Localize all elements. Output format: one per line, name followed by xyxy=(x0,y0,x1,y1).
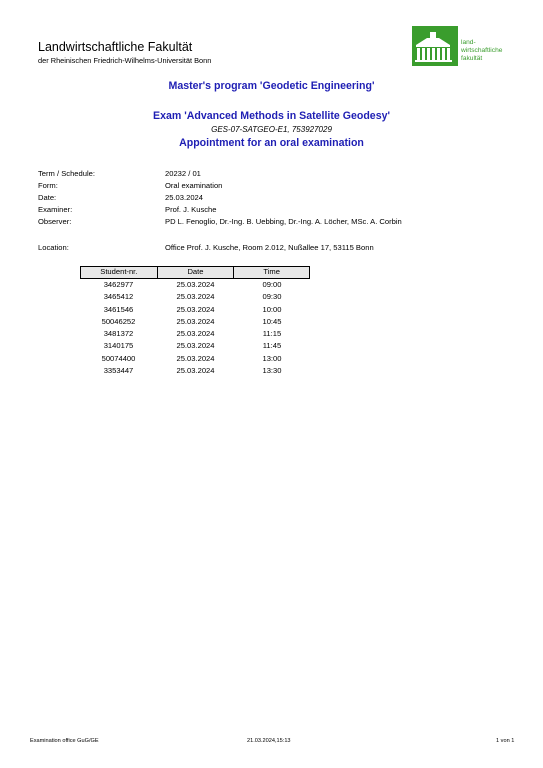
time-cell: 09:30 xyxy=(262,292,282,302)
column-header-time: Time xyxy=(233,267,309,278)
date-cell: 25.03.2024 xyxy=(176,366,215,376)
logo-line: wirtschaftliche xyxy=(461,47,503,55)
faculty-header xyxy=(38,39,211,66)
student-number-cell: 50046252 xyxy=(101,316,136,326)
info-value: PD L. Fenoglio, Dr.-Ing. B. Uebbing, Dr.-Ing. A. Löcher, MSc. A. Corbin xyxy=(165,217,402,226)
faculty-subtitle: der Rheinischen Friedrich-Wilhelms-Universität Bonn xyxy=(38,56,212,65)
student-number-cell: 3140175 xyxy=(103,341,134,351)
time-cell: 10:00 xyxy=(262,304,282,314)
info-label: Date: xyxy=(38,193,57,202)
date-cell: 25.03.2024 xyxy=(176,341,215,351)
table-row xyxy=(80,353,310,365)
table-header xyxy=(80,266,310,279)
table-row xyxy=(80,365,310,377)
date-cell: 25.03.2024 xyxy=(176,304,215,314)
time-cell: 11:45 xyxy=(262,341,282,351)
student-number-cell: 3465412 xyxy=(103,292,134,302)
date-cell: 25.03.2024 xyxy=(176,353,215,363)
exam-code: GES-07-SATGEO-E1, 753927029 xyxy=(211,125,332,134)
student-number-cell: 50074400 xyxy=(101,353,136,363)
table-row xyxy=(80,316,310,328)
date-cell: 25.03.2024 xyxy=(176,292,215,302)
time-cell: 11:15 xyxy=(262,329,282,339)
info-value: Oral examination xyxy=(165,181,223,190)
program-title: Master's program 'Geodetic Engineering' xyxy=(168,80,375,92)
student-number-cell: 3353447 xyxy=(103,366,134,376)
logo-line: land- xyxy=(461,39,476,46)
date-cell: 25.03.2024 xyxy=(176,329,215,339)
exam-title: Exam 'Advanced Methods in Satellite Geodesy' xyxy=(153,110,390,122)
student-number-cell: 3461546 xyxy=(103,304,134,314)
schedule-table xyxy=(80,266,310,377)
footer-office: Examination office GuG/GE xyxy=(30,738,99,744)
info-label: Observer: xyxy=(38,217,72,226)
info-label: Form: xyxy=(38,181,58,190)
table-row xyxy=(80,279,310,291)
date-cell: 25.03.2024 xyxy=(176,280,215,289)
student-number-cell: 3462977 xyxy=(103,280,134,289)
appointment-title: Appointment for an oral examination xyxy=(179,137,364,149)
info-label: Term / Schedule: xyxy=(38,169,95,178)
footer-page-number: 1 von 1 xyxy=(496,738,515,744)
table-row xyxy=(80,291,310,303)
table-row xyxy=(80,328,310,340)
time-cell: 13:30 xyxy=(262,366,282,376)
time-cell: 09:00 xyxy=(262,280,282,289)
info-value: 20232 / 01 xyxy=(165,169,201,178)
info-value: 25.03.2024 xyxy=(165,193,204,202)
logo-text xyxy=(461,39,502,64)
student-number-cell: 3481372 xyxy=(103,329,134,339)
table-row xyxy=(80,340,310,352)
location-label: Location: xyxy=(38,243,69,252)
logo-line: fakultät xyxy=(461,55,483,63)
table-row xyxy=(80,304,310,316)
faculty-title: Landwirtschaftliche Fakultät xyxy=(38,40,193,54)
time-cell: 13:00 xyxy=(262,353,282,363)
time-cell: 10:45 xyxy=(262,316,282,326)
column-header-student-nr: Student-nr. xyxy=(100,267,138,276)
info-label: Examiner: xyxy=(38,205,73,214)
location-value: Office Prof. J. Kusche, Room 2.012, Nußallee 17, 53115 Bonn xyxy=(165,243,374,252)
column-header-date: Date xyxy=(157,267,234,278)
date-cell: 25.03.2024 xyxy=(176,316,215,326)
table-body xyxy=(80,279,310,377)
info-value: Prof. J. Kusche xyxy=(165,205,217,214)
footer-timestamp: 21.03.2024,15:13 xyxy=(247,738,291,744)
